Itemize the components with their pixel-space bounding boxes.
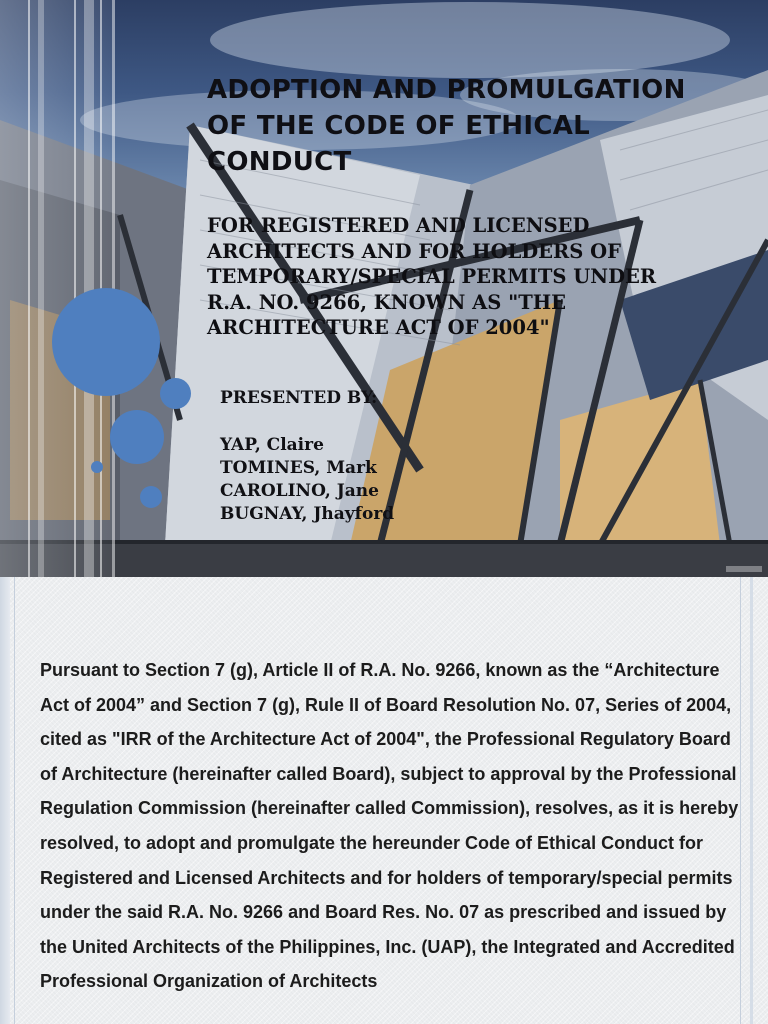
presenter-name: YAP, Claire	[220, 435, 324, 455]
watermark-mark	[726, 566, 762, 572]
slide-subtitle: FOR REGISTERED AND LICENSED ARCHITECTS AND FOR HOLDERS OF TEMPORARY/SPECIAL PERMITS UNDER R.A. NO. 9266, KNOWN AS "THE ARCHITECTURE ACT OF 2004"	[207, 214, 657, 339]
decorative-circle-tiny	[91, 461, 103, 473]
presenter-list	[220, 434, 394, 526]
decorative-line	[740, 577, 741, 1024]
decorative-line	[14, 577, 15, 1024]
decorative-circle-large	[52, 288, 160, 396]
presenter-name: CAROLINO, Jane	[220, 481, 379, 501]
decorative-border	[0, 577, 10, 1024]
presenter-name: TOMINES, Mark	[220, 458, 377, 478]
decorative-line	[750, 577, 753, 1024]
body-paragraph: Pursuant to Section 7 (g), Article II of R.A. No. 9266, known as the “Architecture Act of 2004” and Section 7 (g), Rule II of Board Resolution No. 07, Series of 2004, cited as "IRR of the Architecture Act of 2004", the Professional Regulatory Board of Architecture (hereinafter called Board), subject to approval by the Professional Regulation Commission (hereinafter called Commission), resolves, as it is hereby resolved, to adopt and promulgate the hereunder Code of Ethical Conduct for Registered and Licensed Architects and for holders of temporary/special permits under the said R.A. No. 9266 and Board Res. No. 07 as prescribed and issued by the United Architects of the Philippines, Inc. (UAP), the Integrated and Accredited Professional Organization of Architects	[40, 660, 739, 992]
presented-by-label: PRESENTED BY:	[220, 388, 378, 408]
decorative-line	[28, 0, 30, 577]
decorative-circle-medium	[110, 410, 164, 464]
decorative-circle-small	[140, 486, 162, 508]
text-slide	[0, 577, 768, 1024]
presenter-name: BUGNAY, Jhayford	[220, 504, 395, 524]
decorative-circle-small	[160, 378, 191, 409]
decorative-line	[74, 0, 76, 577]
slide-title: ADOPTION AND PROMULGATION OF THE CODE OF ETHICAL CONDUCT	[207, 75, 686, 177]
decorative-line	[38, 0, 44, 577]
